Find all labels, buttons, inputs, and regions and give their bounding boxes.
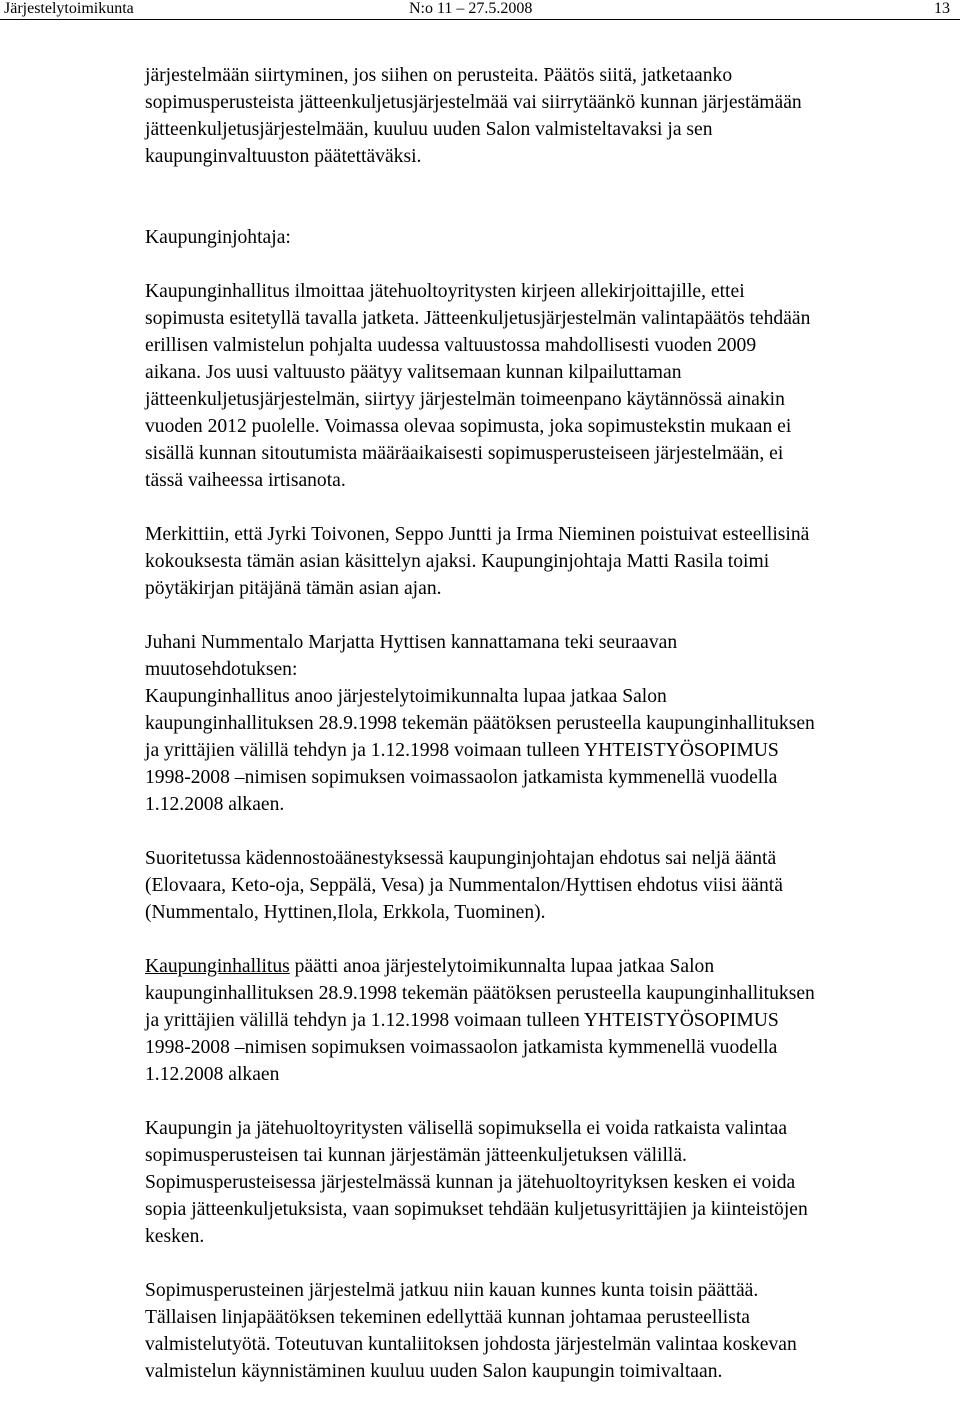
text-line: järjestelmään siirtyminen, jos siihen on perusteita. Päätös siitä, jatketaanko <box>145 65 733 86</box>
text-line: Suoritetussa kädennostoäänestyksessä kaupunginjohtajan ehdotus sai neljä ääntä <box>145 848 777 869</box>
text-line: Tällaisen linjapäätöksen tekeminen edellyttää kunnan johtamaa perusteellista <box>145 1307 751 1328</box>
text-line: (Nummentalo, Hyttinen,Ilola, Erkkola, Tuominen). <box>145 902 546 923</box>
paragraph-amendment-proposal <box>145 629 960 818</box>
text-line: kokouksesta tämän asian käsittelyn ajaksi. Kaupunginjohtaja Matti Rasila toimi <box>145 551 770 572</box>
header-issue-date: N:o 11 – 27.5.2008 <box>409 0 533 17</box>
paragraph-vote-result <box>145 845 960 926</box>
text-line: Sopimusperusteisessa järjestelmässä kunnan ja jätehuoltoyrityksen kesken ei voida <box>145 1172 796 1193</box>
text-line: 1.12.2008 alkaen. <box>145 794 285 815</box>
text-line: 1998-2008 –nimisen sopimuksen voimassaolon jatkamista kymmenellä vuodella <box>145 1037 778 1058</box>
text-line: kaupunginvaltuuston päätettäväksi. <box>145 146 422 167</box>
text-line: sopimusperusteista jätteenkuljetusjärjestelmää vai siirrytäänkö kunnan järjestämään <box>145 92 802 113</box>
section-heading-kaupunginjohtaja <box>145 224 960 251</box>
text-line: vuoden 2012 puolelle. Voimassa olevaa sopimusta, joka sopimustekstin mukaan ei <box>145 416 792 437</box>
text-line: ja yrittäjien välillä tehdyn ja 1.12.1998 voimaan tulleen YHTEISTYÖSOPIMUS <box>145 740 779 761</box>
header-page-number: 13 <box>934 0 950 17</box>
paragraph-agreement-scope <box>145 1115 960 1250</box>
text-line: sopimusperusteisen tai kunnan järjestämän jätteenkuljetuksen välillä. <box>145 1145 687 1166</box>
text-line: valmistelutyötä. Toteutuvan kuntaliitoksen johdosta järjestelmän valintaa koskevan <box>145 1334 797 1355</box>
header-divider <box>0 19 960 20</box>
header-committee-name: Järjestelytoimikunta <box>4 0 134 17</box>
paragraph-continuation <box>145 1277 960 1385</box>
text-line: Kaupungin ja jätehuoltoyritysten välisellä sopimuksella ei voida ratkaista valintaa <box>145 1118 788 1139</box>
text-line: Kaupunginhallitus anoo järjestelytoimikunnalta lupaa jatkaa Salon <box>145 686 667 707</box>
paragraph-proposal <box>145 278 960 494</box>
text-line: Kaupunginjohtaja: <box>145 227 291 248</box>
document-body <box>145 62 960 1412</box>
paragraph-disqualification-note <box>145 521 960 602</box>
text-line: Sopimusperusteinen järjestelmä jatkuu niin kauan kunnes kunta toisin päättää. <box>145 1280 759 1301</box>
text-line: Merkittiin, että Jyrki Toivonen, Seppo Juntti ja Irma Nieminen poistuivat esteellisinä <box>145 524 810 545</box>
text-line: sisällä kunnan sitoutumista määräaikaisesti sopimusperusteiseen järjestelmään, ei <box>145 443 784 464</box>
text-line: Juhani Nummentalo Marjatta Hyttisen kannattamana teki seuraavan <box>145 632 678 653</box>
text-line: tässä vaiheessa irtisanota. <box>145 470 346 491</box>
text-line: 1998-2008 –nimisen sopimuksen voimassaolon jatkamista kymmenellä vuodella <box>145 767 778 788</box>
text-line: jätteenkuljetusjärjestelmän, siirtyy järjestelmän toimeenpano käytännössä ainakin <box>145 389 785 410</box>
decision-subject-underlined: Kaupunginhallitus <box>145 956 290 977</box>
text-line <box>145 953 960 980</box>
text-line: kaupunginhallituksen 28.9.1998 tekemän päätöksen perusteella kaupunginhallituksen <box>145 983 815 1004</box>
text-line: sopia jätteenkuljetuksista, vaan sopimukset tehdään kuljetusyrittäjien ja kiinteistöjen <box>145 1199 808 1220</box>
paragraph-decision <box>145 953 960 1088</box>
text-line: valmistelun käynnistäminen kuuluu uuden Salon kaupungin toimivaltaan. <box>145 1361 723 1382</box>
decision-first-line-rest: päätti anoa järjestelytoimikunnalta lupaa jatkaa Salon <box>289 956 715 977</box>
text-line: pöytäkirjan pitäjänä tämän asian ajan. <box>145 578 442 599</box>
text-line: kesken. <box>145 1226 205 1247</box>
text-line: muutosehdotuksen: <box>145 659 298 680</box>
page-header <box>0 0 960 20</box>
text-line: kaupunginhallituksen 28.9.1998 tekemän päätöksen perusteella kaupunginhallituksen <box>145 713 815 734</box>
text-line: ja yrittäjien välillä tehdyn ja 1.12.1998 voimaan tulleen YHTEISTYÖSOPIMUS <box>145 1010 779 1031</box>
text-line: 1.12.2008 alkaen <box>145 1064 280 1085</box>
text-line: erillisen valmistelun pohjalta uudessa valtuustossa mahdollisesti vuoden 2009 <box>145 335 757 356</box>
text-line: (Elovaara, Keto-oja, Seppälä, Vesa) ja Nummentalon/Hyttisen ehdotus viisi ääntä <box>145 875 783 896</box>
paragraph-intro <box>145 62 960 170</box>
text-line: sopimusta esitetyllä tavalla jatketa. Jätteenkuljetusjärjestelmän valintapäätös tehdään <box>145 308 811 329</box>
text-line: Kaupunginhallitus ilmoittaa jätehuoltoyritysten kirjeen allekirjoittajille, ettei <box>145 281 745 302</box>
text-line: aikana. Jos uusi valtuusto päätyy valitsemaan kunnan kilpailuttaman <box>145 362 682 383</box>
text-line: jätteenkuljetusjärjestelmään, kuuluu uuden Salon valmisteltavaksi ja sen <box>145 119 713 140</box>
